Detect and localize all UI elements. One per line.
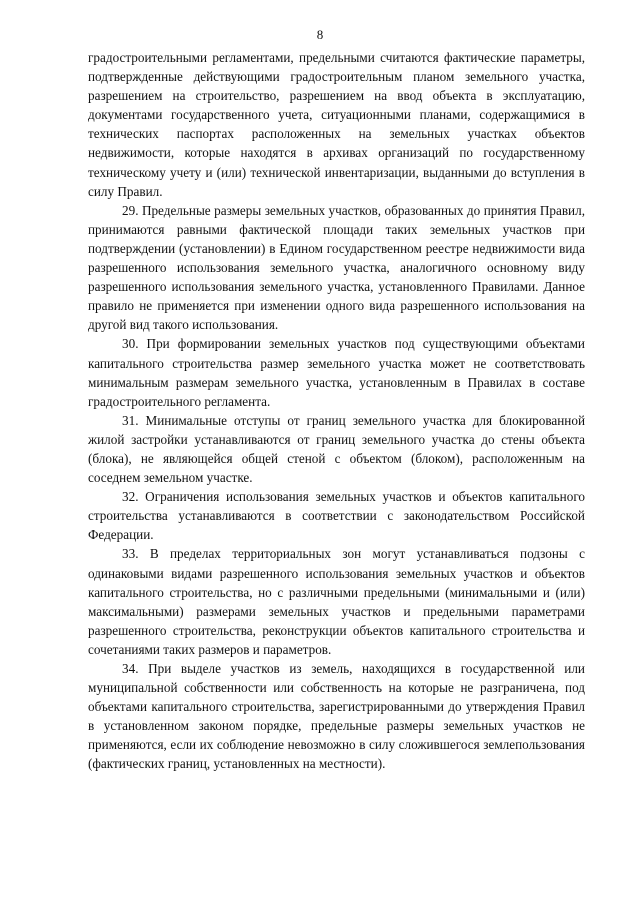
paragraph-29: 29. Предельные размеры земельных участков, образованных до принятия Правил, принимаются равными фактической площади таких земельных участков при подтверждении (установлении) в Едином государственном реестре недвижимости вида разрешенного использования земельного участка, аналогичного основному виду разрешенного использования земельного участка, установленного Правилами. Данное правило не применяется при изменении одного вида разрешенного использования на другой вид такого использования.	[88, 202, 585, 333]
paragraph-34: 34. При выделе участков из земель, находящихся в государственной или муниципальной собственности или собственность на которые не разграничена, под объектами капитального строительства, зарегистрированными до утверждения Правил в установленном законом порядке, предельные размеры земельных участков не применяются, если их соблюдение невозможно в силу сложившегося землепользования (фактических границ, установленных на местности).	[88, 661, 585, 772]
paragraph-32: 32. Ограничения использования земельных участков и объектов капитального строительства устанавливаются в соответствии с законодательством Российской Федерации.	[88, 489, 585, 543]
document-body	[88, 48, 585, 774]
paragraph-31: 31. Минимальные отступы от границ земельного участка для блокированной жилой застройки устанавливаются от границ земельного участка до стены объекта (блока), не являющейся общей стеной с объектом (блоком), расположенным на соседнем земельном участке.	[88, 412, 585, 486]
paragraph-continuation: градостроительными регламентами, предельными считаются фактические параметры, подтвержденные действующими градостроительным планом земельного участка, разрешением на строительство, разрешением на ввод объекта в эксплуатацию, документами государственного учета, ситуационными планами, содержащимися в технических паспортах расположенных на земельных участках объектов недвижимости, которые находятся в архивах организаций по государственному техническому учету и (или) технической инвентаризации, выданными до вступления в силу Правил.	[88, 50, 585, 199]
paragraph-33: 33. В пределах территориальных зон могут устанавливаться подзоны с одинаковыми видами разрешенного использования земельных участков и объектов капитального строительства, но с различными предельными (минимальными и (или) максимальными) размерами земельных участков и предельными параметрами разрешенного строительства, реконструкции объектов капитального строительства и сочетаниями таких размеров и параметров.	[88, 546, 585, 657]
page-number: 8	[316, 27, 324, 42]
paragraph-30: 30. При формировании земельных участков под существующими объектами капитального строительства размер земельного участка может не соответствовать минимальным размерам земельного участка, установленным в Правилах в составе градостроительного регламента.	[88, 336, 585, 409]
